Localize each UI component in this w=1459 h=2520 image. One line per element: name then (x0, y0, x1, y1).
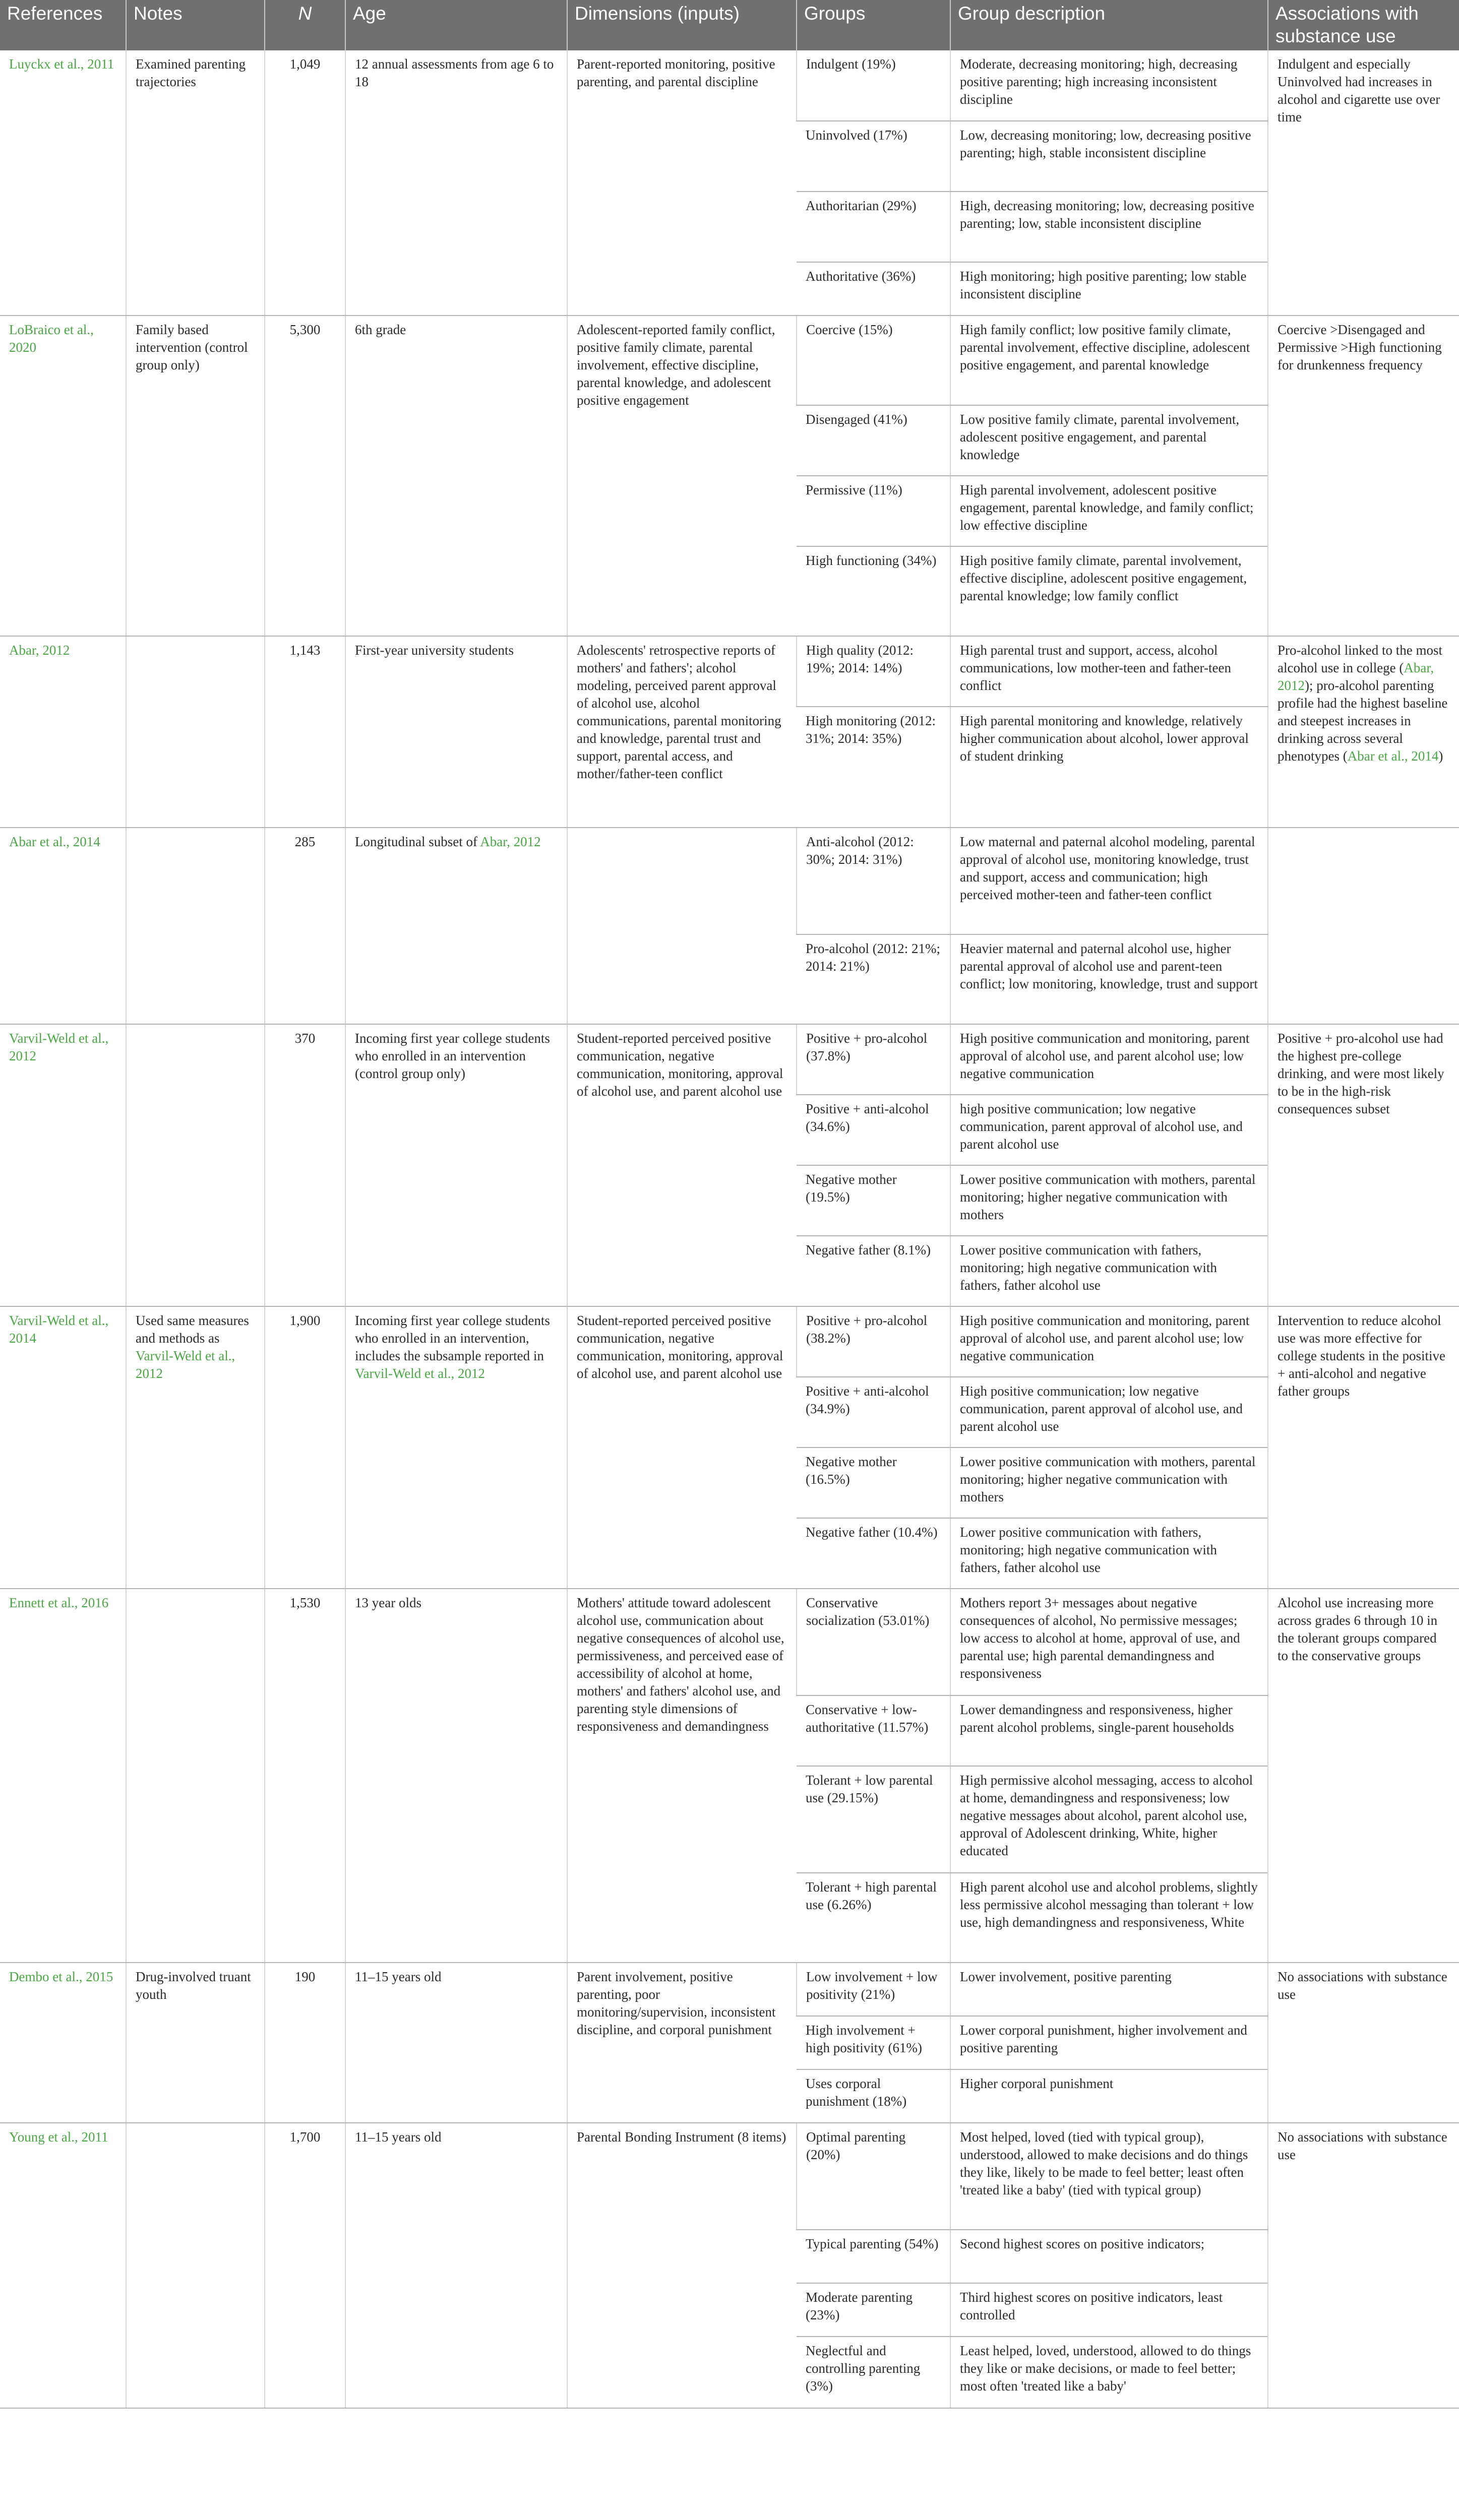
n-cell: 1,049 (265, 50, 345, 316)
reference-link[interactable]: Young et al., 2011 (0, 2123, 126, 2408)
group-description-cell: High positive communication and monitoring, parent approval of alcohol use, and parent alcohol use; low negative communication (950, 1306, 1268, 1377)
association-text: Pro-alcohol linked to the most alcohol use in college ( (1278, 643, 1442, 675)
n-cell: 1,530 (265, 1589, 345, 1963)
group-cell: Authoritarian (29%) (797, 192, 950, 262)
n-cell: 370 (265, 1024, 345, 1306)
citation-link[interactable]: Abar et al., 2014 (1347, 748, 1439, 764)
age-cell: 11–15 years old (345, 1963, 567, 2123)
age-cell: 11–15 years old (345, 2123, 567, 2408)
group-description-cell: High family conflict; low positive family climate, parental involvement, effective discipline, adolescent positive engagement, and parental knowledge (950, 316, 1268, 405)
group-description-cell: High parental monitoring and knowledge, relatively higher communication about alcohol, lower approval of student drinking (950, 707, 1268, 828)
group-cell: Pro-alcohol (2012: 21%; 2014: 21%) (797, 934, 950, 1024)
group-description-cell: High positive communication and monitoring, parent approval of alcohol use, and parent alcohol use; low negative communication (950, 1024, 1268, 1095)
age-cell (345, 1306, 567, 1589)
dimensions-cell: Parent-reported monitoring, positive parenting, and parental discipline (567, 50, 797, 316)
reference-link[interactable]: Abar et al., 2014 (0, 828, 126, 1024)
group-description-cell: Mothers report 3+ messages about negative consequences of alcohol, No permissive messages; low access to alcohol at home, approval of use, and parental use; high parental demandingness and responsiveness (950, 1589, 1268, 1695)
group-cell: Optimal parenting (20%) (797, 2123, 950, 2230)
dimensions-cell: Adolescent-reported family conflict, positive family climate, parental involvement, effective discipline, parental knowledge, and adolescent positive engagement (567, 316, 797, 636)
table-row (0, 1963, 1459, 2016)
group-cell: High quality (2012: 19%; 2014: 14%) (797, 636, 950, 707)
header-dimensions: Dimensions (inputs) (567, 0, 797, 50)
header-n: N (265, 0, 345, 50)
group-cell: Uses corporal punishment (18%) (797, 2069, 950, 2123)
notes-cell (126, 828, 265, 1024)
group-description-cell: Lower demandingness and responsiveness, higher parent alcohol problems, single-parent households (950, 1695, 1268, 1766)
association-cell: Indulgent and especially Uninvolved had increases in alcohol and cigarette use over time (1268, 50, 1459, 316)
group-cell: Uninvolved (17%) (797, 121, 950, 192)
group-description-cell: Low, decreasing monitoring; low, decreasing positive parenting; high, stable inconsistent discipline (950, 121, 1268, 192)
group-description-cell: Moderate, decreasing monitoring; high, decreasing positive parenting; high increasing inconsistent discipline (950, 50, 1268, 121)
age-cell: 6th grade (345, 316, 567, 636)
dimensions-cell: Parental Bonding Instrument (8 items) (567, 2123, 797, 2408)
header-groups: Groups (797, 0, 950, 50)
n-cell: 285 (265, 828, 345, 1024)
reference-link[interactable]: LoBraico et al., 2020 (0, 316, 126, 636)
reference-link[interactable]: Ennett et al., 2016 (0, 1589, 126, 1963)
notes-cell (126, 1589, 265, 1963)
notes-text: Used same measures and methods as (136, 1313, 249, 1346)
table-row (0, 828, 1459, 934)
group-cell: Tolerant + low parental use (29.15%) (797, 1766, 950, 1873)
association-cell (1268, 828, 1459, 1024)
group-description-cell: Third highest scores on positive indicators, least controlled (950, 2283, 1268, 2337)
group-cell: Positive + anti-alcohol (34.6%) (797, 1095, 950, 1165)
notes-cell: Examined parenting trajectories (126, 50, 265, 316)
header-notes: Notes (126, 0, 265, 50)
age-cell: 13 year olds (345, 1589, 567, 1963)
age-cell (345, 828, 567, 1024)
group-description-cell: High parental involvement, adolescent positive engagement, parental knowledge, and family conflict; low effective discipline (950, 476, 1268, 546)
group-cell: Negative father (8.1%) (797, 1236, 950, 1306)
header-row (0, 0, 1459, 50)
group-description-cell: Low positive family climate, parental involvement, adolescent positive engagement, and parental knowledge (950, 405, 1268, 476)
group-cell: Authoritative (36%) (797, 262, 950, 316)
association-cell: Alcohol use increasing more across grades 6 through 10 in the tolerant groups compared to the conservative groups (1268, 1589, 1459, 1963)
reference-link[interactable]: Luyckx et al., 2011 (0, 50, 126, 316)
group-cell: Positive + pro-alcohol (38.2%) (797, 1306, 950, 1377)
n-cell: 1,143 (265, 636, 345, 828)
group-description-cell: Lower corporal punishment, higher involvement and positive parenting (950, 2016, 1268, 2069)
group-description-cell: High positive communication; low negative communication, parent approval of alcohol use, and parent alcohol use (950, 1377, 1268, 1447)
age-text: Incoming first year college students who enrolled in an intervention, includes the subsample reported in (355, 1313, 550, 1363)
association-cell: Coercive >Disengaged and Permissive >High functioning for drunkenness frequency (1268, 316, 1459, 636)
table-row (0, 1589, 1459, 1695)
group-description-cell: High permissive alcohol messaging, access to alcohol at home, demandingness and responsiveness; low negative messages about alcohol, parent alcohol use, approval of Adolescent drinking, White, higher educated (950, 1766, 1268, 1873)
group-cell: Positive + anti-alcohol (34.9%) (797, 1377, 950, 1447)
dimensions-cell: Mothers' attitude toward adolescent alcohol use, communication about negative consequences of alcohol use, permissiveness, and perceived ease of accessibility of alcohol at home, mothers' and fathers' alcohol use, and parenting style dimensions of responsiveness and demandingness (567, 1589, 797, 1963)
notes-cell (126, 1306, 265, 1589)
table-row (0, 636, 1459, 707)
association-text: ) (1438, 748, 1443, 764)
table-row (0, 1024, 1459, 1095)
table-row (0, 2123, 1459, 2230)
group-description-cell: Lower positive communication with fathers, monitoring; high negative communication with fathers, father alcohol use (950, 1518, 1268, 1589)
group-cell: Negative father (10.4%) (797, 1518, 950, 1589)
group-description-cell: Least helped, loved, understood, allowed to do things they like or make decisions, or made to feel better; most often 'treated like a baby' (950, 2337, 1268, 2408)
group-cell: High monitoring (2012: 31%; 2014: 35%) (797, 707, 950, 828)
association-text: ); pro-alcohol parenting profile had the highest baseline and steepest increases in drinking across several phenotypes ( (1278, 678, 1448, 764)
group-description-cell: High monitoring; high positive parenting; low stable inconsistent discipline (950, 262, 1268, 316)
group-cell: Typical parenting (54%) (797, 2230, 950, 2283)
group-description-cell: Higher corporal punishment (950, 2069, 1268, 2123)
group-cell: Neglectful and controlling parenting (3%) (797, 2337, 950, 2408)
table-row (0, 1306, 1459, 1377)
group-description-cell: Lower positive communication with mothers, parental monitoring; higher negative communication with mothers (950, 1165, 1268, 1236)
group-cell: Negative mother (19.5%) (797, 1165, 950, 1236)
notes-cell (126, 636, 265, 828)
group-description-cell: High parental trust and support, access, alcohol communications, low mother-teen and father-teen conflict (950, 636, 1268, 707)
association-cell: Intervention to reduce alcohol use was more effective for college students in the positive + anti-alcohol and negative father groups (1268, 1306, 1459, 1589)
group-cell: Negative mother (16.5%) (797, 1447, 950, 1518)
notes-cell: Drug-involved truant youth (126, 1963, 265, 2123)
association-cell: No associations with substance use (1268, 1963, 1459, 2123)
age-cell: 12 annual assessments from age 6 to 18 (345, 50, 567, 316)
n-cell: 190 (265, 1963, 345, 2123)
group-description-cell: Lower positive communication with mothers, parental monitoring; higher negative communication with mothers (950, 1447, 1268, 1518)
dimensions-cell (567, 828, 797, 1024)
header-associations: Associations with substance use (1268, 0, 1459, 50)
group-cell: Disengaged (41%) (797, 405, 950, 476)
group-cell: High involvement + high positivity (61%) (797, 2016, 950, 2069)
group-cell: Indulgent (19%) (797, 50, 950, 121)
association-cell: No associations with substance use (1268, 2123, 1459, 2408)
notes-cell: Family based intervention (control group only) (126, 316, 265, 636)
n-cell: 1,700 (265, 2123, 345, 2408)
group-cell: Permissive (11%) (797, 476, 950, 546)
group-description-cell: High positive family climate, parental involvement, effective discipline, adolescent positive engagement, parental knowledge; low family conflict (950, 546, 1268, 636)
group-cell: Conservative + low-authoritative (11.57%) (797, 1695, 950, 1766)
age-cell: Incoming first year college students who enrolled in an intervention (control group only) (345, 1024, 567, 1306)
group-description-cell: Heavier maternal and paternal alcohol use, higher parental approval of alcohol use and parent-teen conflict; low monitoring, knowledge, trust and support (950, 934, 1268, 1024)
table-row (0, 50, 1459, 121)
citation-link[interactable]: Abar, 2012 (1278, 660, 1434, 693)
group-cell: Tolerant + high parental use (6.26%) (797, 1873, 950, 1963)
group-description-cell: Low maternal and paternal alcohol modeling, parental approval of alcohol use, monitoring knowledge, trust and support, access and communication; high perceived mother-teen and father-teen conflict (950, 828, 1268, 934)
group-description-cell: Most helped, loved (tied with typical group), understood, allowed to make decisions and do things they like, likely to be made to feel better; least often 'treated like a baby' (tied with typical group) (950, 2123, 1268, 2230)
header-references: References (0, 0, 126, 50)
notes-cell (126, 2123, 265, 2408)
group-description-cell: high positive communication; low negative communication, parent approval of alcohol use, and parent alcohol use (950, 1095, 1268, 1165)
citation-link[interactable]: Varvil-Weld et al., 2012 (136, 1348, 235, 1381)
group-description-cell: Lower involvement, positive parenting (950, 1963, 1268, 2016)
table-row (0, 316, 1459, 405)
n-cell: 5,300 (265, 316, 345, 636)
group-description-cell: Second highest scores on positive indicators; (950, 2230, 1268, 2283)
n-cell: 1,900 (265, 1306, 345, 1589)
reference-link[interactable]: Abar, 2012 (0, 636, 126, 828)
reference-link[interactable]: Dembo et al., 2015 (0, 1963, 126, 2123)
group-cell: Coercive (15%) (797, 316, 950, 405)
association-cell (1268, 636, 1459, 828)
dimensions-cell: Student-reported perceived positive communication, negative communication, monitoring, approval of alcohol use, and parent alcohol use (567, 1024, 797, 1306)
age-text: Longitudinal subset of (355, 834, 480, 849)
citation-link[interactable]: Varvil-Weld et al., 2012 (355, 1366, 485, 1381)
group-cell: Conservative socialization (53.01%) (797, 1589, 950, 1695)
reference-link[interactable]: Varvil-Weld et al., 2014 (0, 1306, 126, 1589)
dimensions-cell: Parent involvement, positive parenting, poor monitoring/supervision, inconsistent discipline, and corporal punishment (567, 1963, 797, 2123)
citation-link[interactable]: Abar, 2012 (480, 834, 541, 849)
group-description-cell: High parent alcohol use and alcohol problems, slightly less permissive alcohol messaging than tolerant + low use, high demandingness and responsiveness, White (950, 1873, 1268, 1963)
group-cell: Moderate parenting (23%) (797, 2283, 950, 2337)
notes-cell (126, 1024, 265, 1306)
association-cell: Positive + pro-alcohol use had the highest pre-college drinking, and were most likely to be in the high-risk consequences subset (1268, 1024, 1459, 1306)
age-cell: First-year university students (345, 636, 567, 828)
group-description-cell: High, decreasing monitoring; low, decreasing positive parenting; low, stable inconsistent discipline (950, 192, 1268, 262)
group-cell: High functioning (34%) (797, 546, 950, 636)
group-cell: Positive + pro-alcohol (37.8%) (797, 1024, 950, 1095)
header-age: Age (345, 0, 567, 50)
reference-link[interactable]: Varvil-Weld et al., 2012 (0, 1024, 126, 1306)
group-description-cell: Lower positive communication with fathers, monitoring; high negative communication with fathers, father alcohol use (950, 1236, 1268, 1306)
header-group-description: Group description (950, 0, 1268, 50)
group-cell: Anti-alcohol (2012: 30%; 2014: 31%) (797, 828, 950, 934)
dimensions-cell: Adolescents' retrospective reports of mothers' and fathers'; alcohol modeling, perceived parent approval of alcohol use, alcohol communications, parental monitoring and knowledge, parental trust and support, parental access, and mother/father-teen conflict (567, 636, 797, 828)
group-cell: Low involvement + low positivity (21%) (797, 1963, 950, 2016)
dimensions-cell: Student-reported perceived positive communication, negative communication, monitoring, approval of alcohol use, and parent alcohol use (567, 1306, 797, 1589)
